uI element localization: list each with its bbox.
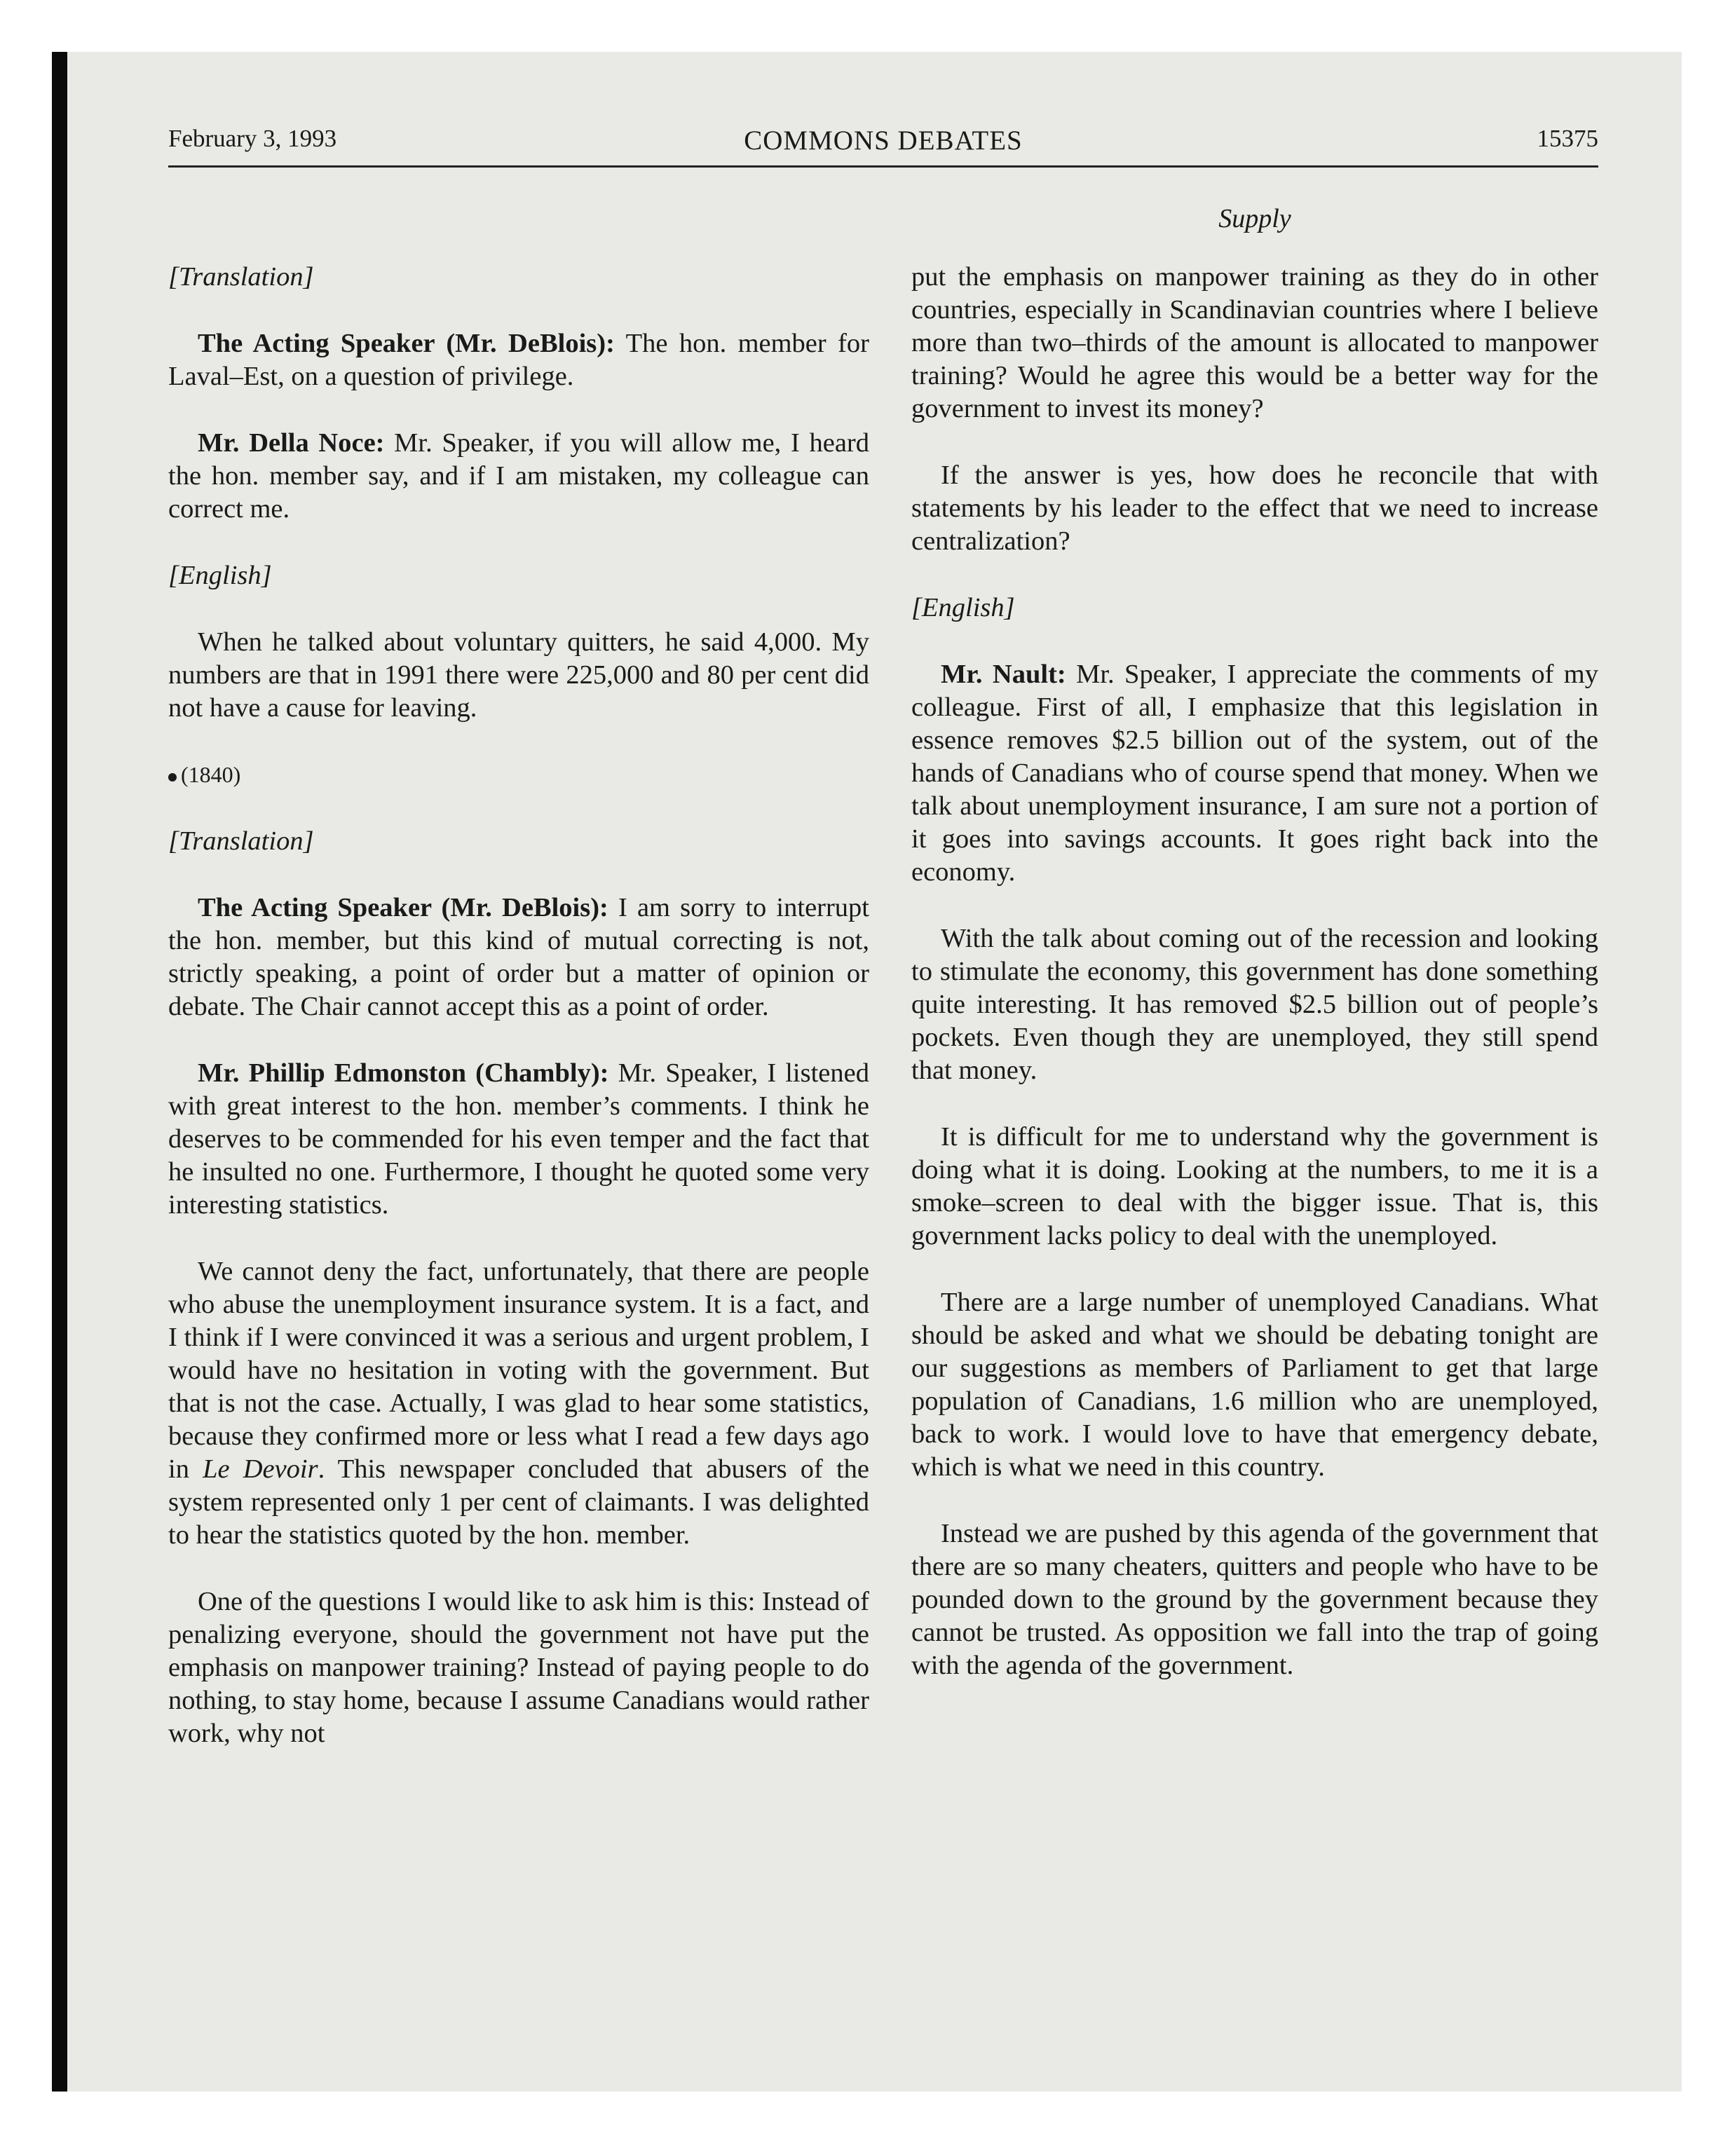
newspaper-title: Le Devoir [203, 1454, 318, 1484]
speech-paragraph: We cannot deny the fact, unfortunately, that there are people who abuse the unemployment insurance system. It is a fact, and I think if I were convinced it was a serious and urgent problem, I would have no hesitation in voting with the government. But that is not the case. Actually, I was glad to hear some statistics, because they confirmed more or less what I read a few days ago in Le Devoir. This newspaper concluded that abusers of the system represented only 1 per cent of claimants. I was delighted to hear the statistics quoted by the hon. member. [168, 1257, 869, 1550]
bullet-icon [168, 773, 177, 782]
speaker-name: Mr. Della Noce: [198, 428, 385, 458]
speaker-name: Mr. Nault: [941, 660, 1066, 689]
speech-paragraph: One of the questions I would like to ask him is this: Instead of penalizing everyone, should the government not have put the emphasis on manpower training? Instead of paying people to do nothing, to stay home, because I assume Canadians would rather work, why not [168, 1587, 869, 1748]
speaker-name: Mr. Phillip Edmonston (Chambly): [198, 1058, 609, 1088]
language-label: [English] [911, 593, 1015, 622]
left-column [168, 261, 869, 1784]
speaker-name: The Acting Speaker (Mr. DeBlois): [198, 893, 608, 922]
language-label: [Translation] [168, 826, 314, 856]
speech-paragraph: Instead we are pushed by this agenda of the government that there are so many cheaters, quitters and people who have to be pounded down to the ground by the government because they cannot be trusted. As opposition we fall into the trap of going with the agenda of the government. [911, 1519, 1598, 1680]
header-rule [168, 165, 1598, 168]
scan-binding-edge [52, 52, 67, 2092]
speech-paragraph: put the emphasis on manpower training as they do in other countries, especially in Scandinavian countries where I believe more than two–thirds of the amount is allocated to manpower training? Would he agree this would be a better way for the government to invest its money? [911, 262, 1598, 423]
speech-paragraph: With the talk about coming out of the recession and looking to stimulate the economy, this government has done something quite interesting. It has removed $2.5 billion out of people’s pockets. Even though they are unemployed, they still spend that money. [911, 924, 1598, 1085]
right-column [911, 261, 1598, 1716]
speech-paragraph: The Acting Speaker (Mr. DeBlois): The hon. member for Laval–Est, on a question of privilege. [168, 329, 869, 391]
speech-paragraph: There are a large number of unemployed Canadians. What should be asked and what we should be debating tonight are our suggestions as members of Parliament to get that large population of Canadians, 1.6 million who are unemployed, back to work. I would love to have that emergency debate, which is what we need in this country. [911, 1288, 1598, 1482]
speech-paragraph: When he talked about voluntary quitters, he said 4,000. My numbers are that in 1991 there were 225,000 and 80 per cent did not have a cause for leaving. [168, 627, 869, 723]
speech-paragraph: Mr. Nault: Mr. Speaker, I appreciate the comments of my colleague. First of all, I emphasize that this legislation in essence removes $2.5 billion out of the system, out of the hands of Canadians who of course spend that money. When we talk about unemployment insurance, I am sure not a portion of it goes into savings accounts. It goes right back into the economy. [911, 660, 1598, 887]
speech-paragraph: If the answer is yes, how does he reconcile that with statements by his leader to the effect that we need to increase centralization? [911, 460, 1598, 556]
header-title: COMMONS DEBATES [744, 125, 1023, 156]
language-label: [Translation] [168, 262, 314, 292]
speech-paragraph: Mr. Phillip Edmonston (Chambly): Mr. Speaker, I listened with great interest to the hon. member’s comments. I think he deserves to be commended for his even temper and the fact that he insulted no one. Furthermore, I thought he quoted some very interesting statistics. [168, 1058, 869, 1220]
header-date: February 3, 1993 [168, 125, 337, 152]
speech-paragraph: It is difficult for me to understand why the government is doing what it is doing. Looking at the numbers, to me it is a smoke–screen to deal with the bigger issue. That is, this government lacks policy to deal with the unemployed. [911, 1122, 1598, 1250]
running-header [168, 125, 1598, 167]
section-title: Supply [1218, 204, 1291, 233]
time-marker: (1840) [168, 758, 869, 791]
speech-paragraph: Mr. Della Noce: Mr. Speaker, if you will allow me, I heard the hon. member say, and if I am mistaken, my colleague can correct me. [168, 428, 869, 524]
language-label: [English] [168, 561, 272, 590]
speaker-name: The Acting Speaker (Mr. DeBlois): [198, 329, 615, 358]
speech-paragraph: The Acting Speaker (Mr. DeBlois): I am sorry to interrupt the hon. member, but this kind of mutual correcting is not, strictly speaking, a point of order but a matter of opinion or debate. The Chair cannot accept this as a point of order. [168, 893, 870, 1021]
header-page-number: 15375 [1537, 125, 1598, 152]
